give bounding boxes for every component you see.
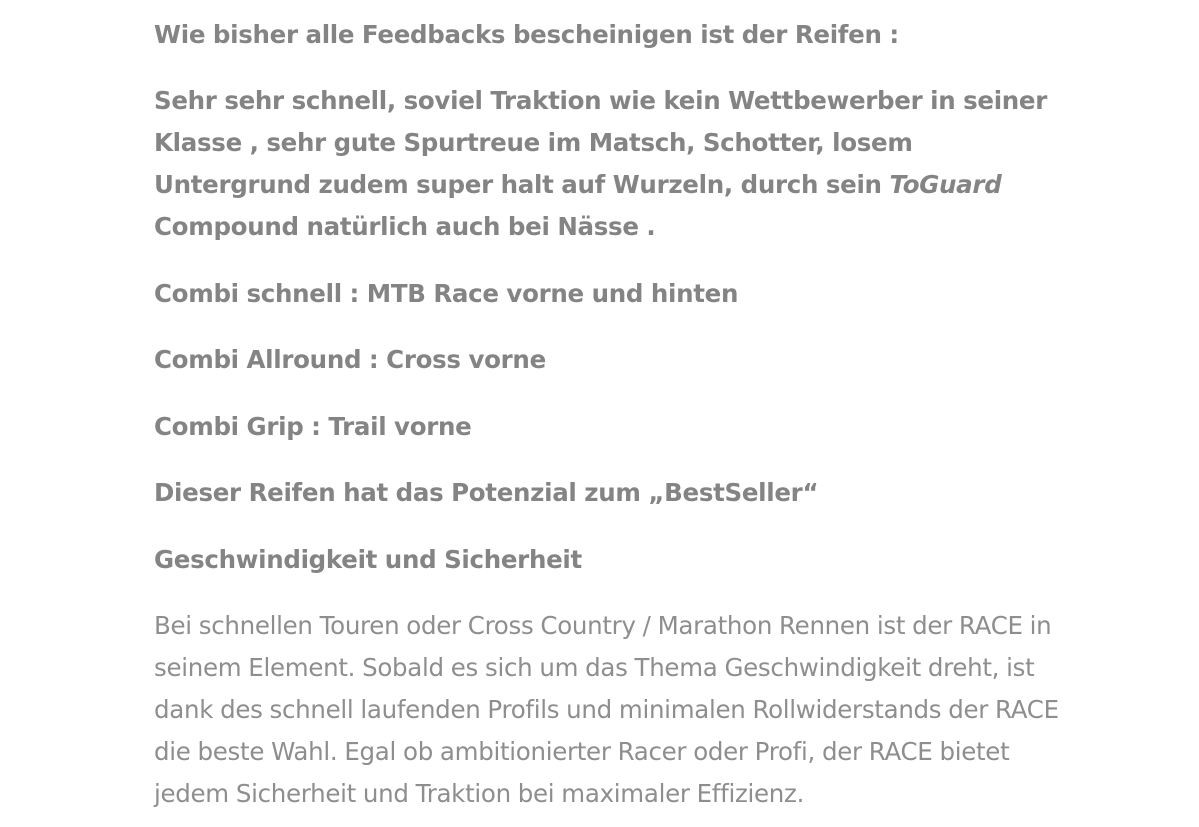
section-body: Bei schnellen Touren oder Cross Country / Marathon Rennen ist der RACE in seinem Element. Sobald es sich um das Thema Geschwindigkeit dreht, ist dank des schnell laufenden Profils und minimalen Rollwiderstands der RACE die beste Wahl. Egal ob ambitionierter Racer oder Profi, der RACE bietet jedem Sicherheit und Traktion bei maximaler Effizienz. [154,611,1059,808]
combi-fast: Combi schnell : MTB Race vorne und hinten [154,279,739,308]
compound-name: ToGuard [889,170,1002,199]
summary-part2: Compound natürlich auch bei Nässe . [154,212,656,241]
section-heading: Geschwindigkeit und Sicherheit [154,545,582,574]
intro-text: Wie bisher alle Feedbacks bescheinigen ist der Reifen : [154,20,899,49]
combi-allround: Combi Allround : Cross vorne [154,345,546,374]
summary-part1: Sehr sehr schnell, soviel Traktion wie kein Wettbewerber in seiner Klasse , sehr gute Spurtreue im Matsch, Schotter, losem Untergrund zudem super halt auf Wurzeln, durch sein [154,86,1048,199]
tire-summary [154,80,1059,248]
bestseller-text: Dieser Reifen hat das Potenzial zum „BestSeller“ [154,478,819,507]
combi-grip: Combi Grip : Trail vorne [154,412,472,441]
